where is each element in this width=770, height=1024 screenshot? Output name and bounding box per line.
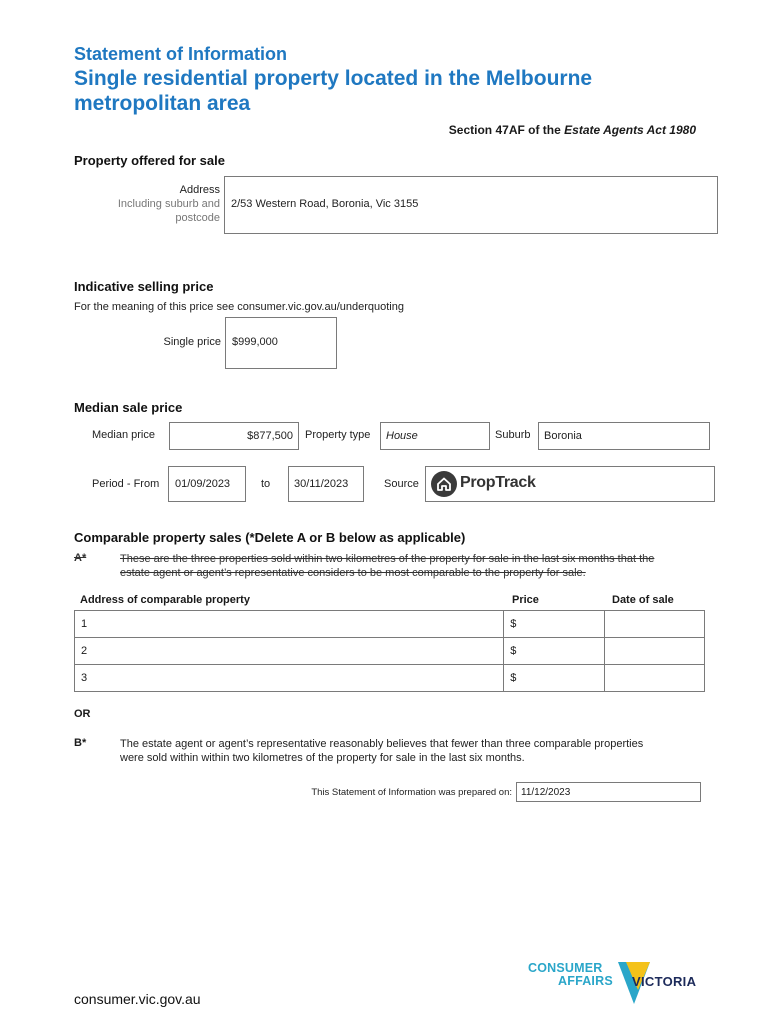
indicative-heading: Indicative selling price bbox=[74, 279, 214, 294]
period-to-label: to bbox=[261, 478, 271, 490]
section-prefix: Section 47AF of the bbox=[448, 123, 565, 137]
option-a-line1: These are the three properties sold within two kilometres of the property for sale in the last six months that the bbox=[120, 553, 655, 565]
single-price-label: Single price bbox=[163, 336, 221, 348]
property-type-value: House bbox=[386, 430, 418, 442]
option-b-line2: were sold within within two kilometres of the property for sale in the last six months. bbox=[120, 752, 525, 764]
option-b-text bbox=[120, 737, 643, 765]
property-heading: Property offered for sale bbox=[74, 153, 225, 168]
table-row bbox=[75, 665, 705, 692]
single-price-value: $999,000 bbox=[232, 336, 278, 348]
option-b-line1: The estate agent or agent’s representative reasonably believes that fewer than three comparable properties bbox=[120, 738, 644, 750]
period-from-label: Period - From bbox=[92, 478, 160, 490]
prepared-on-label: This Statement of Information was prepared on: bbox=[311, 787, 512, 798]
footer-url[interactable]: consumer.vic.gov.au bbox=[74, 991, 201, 1007]
source-label: Source bbox=[384, 478, 419, 490]
legislation-reference bbox=[449, 123, 696, 137]
logo-victoria-text: VICTORIA bbox=[632, 974, 697, 989]
address-label-group bbox=[90, 183, 220, 225]
logo-consumer-text: CONSUMER bbox=[528, 961, 603, 975]
address-cell[interactable]: 3 bbox=[75, 665, 504, 692]
source-field[interactable] bbox=[425, 466, 715, 502]
property-type-field[interactable] bbox=[380, 422, 490, 450]
address-label: Address bbox=[179, 184, 220, 196]
median-price-value: $877,500 bbox=[247, 430, 293, 442]
document-title-line2: metropolitan area bbox=[74, 92, 251, 115]
period-to-value: 30/11/2023 bbox=[294, 478, 349, 490]
col-header-price: Price bbox=[512, 594, 539, 606]
suburb-value: Boronia bbox=[544, 430, 582, 442]
period-from-value: 01/09/2023 bbox=[175, 478, 231, 490]
median-price-field[interactable] bbox=[169, 422, 299, 450]
address-field[interactable] bbox=[224, 176, 718, 234]
comparable-table bbox=[74, 610, 705, 692]
date-cell[interactable] bbox=[605, 611, 705, 638]
median-price-label: Median price bbox=[92, 429, 155, 441]
prepared-on-value: 11/12/2023 bbox=[521, 787, 571, 798]
address-sublabel-1: Including suburb and bbox=[117, 198, 220, 210]
consumer-affairs-victoria-logo bbox=[528, 960, 704, 1008]
median-heading: Median sale price bbox=[74, 400, 183, 415]
price-cell[interactable]: $ bbox=[504, 638, 605, 665]
date-cell[interactable] bbox=[605, 638, 705, 665]
single-price-field[interactable] bbox=[225, 317, 337, 369]
price-cell[interactable]: $ bbox=[504, 665, 605, 692]
act-name: Estate Agents Act 1980 bbox=[564, 123, 696, 137]
table-row bbox=[75, 611, 705, 638]
table-row bbox=[75, 638, 705, 665]
suburb-field[interactable] bbox=[538, 422, 710, 450]
document-title-line1: Single residential property located in the Melbourne bbox=[74, 67, 593, 90]
property-type-label: Property type bbox=[305, 429, 371, 441]
underquoting-note: For the meaning of this price see consumer.vic.gov.au/underquoting bbox=[74, 301, 404, 313]
col-header-date: Date of sale bbox=[612, 594, 674, 606]
date-cell[interactable] bbox=[605, 665, 705, 692]
proptrack-logo-text: PropTrack bbox=[460, 474, 536, 491]
period-to-field[interactable] bbox=[288, 466, 364, 502]
suburb-label: Suburb bbox=[495, 429, 531, 441]
prepared-on-field[interactable] bbox=[516, 782, 701, 802]
address-sublabel-2: postcode bbox=[175, 212, 220, 224]
address-value: 2/53 Western Road, Boronia, Vic 3155 bbox=[231, 198, 419, 210]
option-a-text bbox=[120, 552, 654, 580]
or-separator: OR bbox=[74, 708, 91, 720]
price-cell[interactable]: $ bbox=[504, 611, 605, 638]
proptrack-house-icon bbox=[431, 471, 457, 497]
option-b-marker: B* bbox=[74, 737, 87, 749]
address-cell[interactable]: 1 bbox=[75, 611, 504, 638]
option-a-line2: estate agent or agent’s representative considers to be most comparable to the property for sale. bbox=[120, 567, 586, 579]
period-from-field[interactable] bbox=[168, 466, 246, 502]
comparable-heading: Comparable property sales (*Delete A or B below as applicable) bbox=[74, 530, 466, 545]
document-eyebrow: Statement of Information bbox=[74, 44, 288, 64]
address-cell[interactable]: 2 bbox=[75, 638, 504, 665]
col-header-address: Address of comparable property bbox=[80, 594, 250, 606]
logo-affairs-text: AFFAIRS bbox=[558, 974, 613, 988]
option-a-marker: A* bbox=[74, 552, 87, 564]
